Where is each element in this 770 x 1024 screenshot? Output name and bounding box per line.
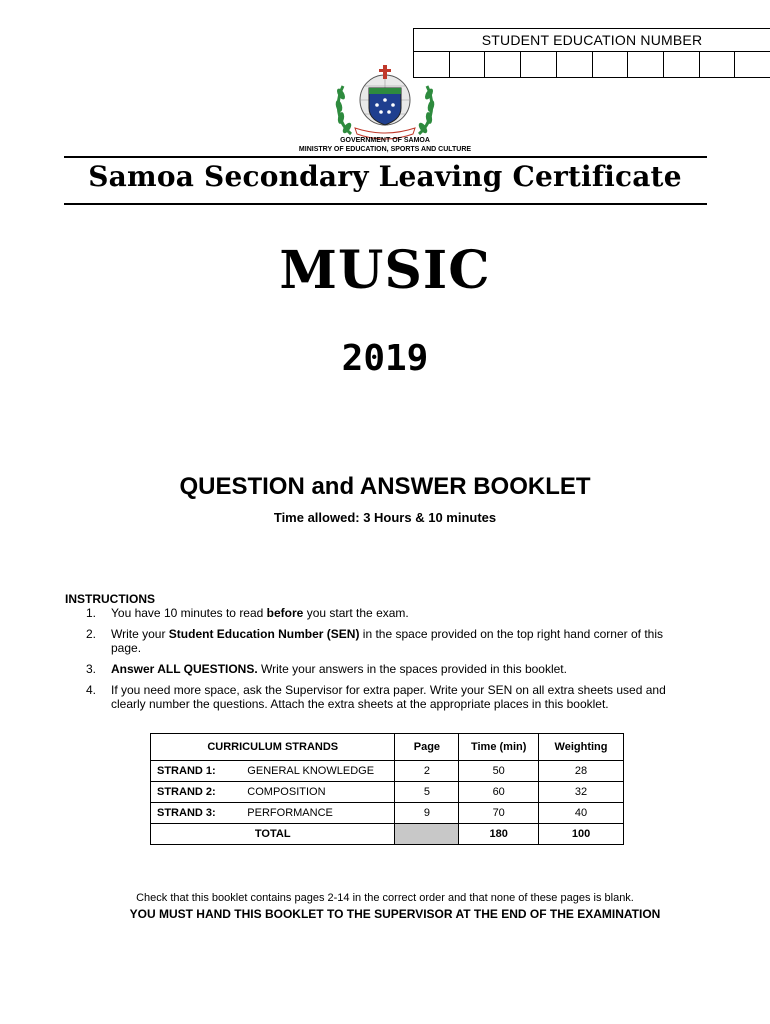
strand-number: STRAND 1: [151, 761, 242, 782]
sen-cell[interactable] [628, 52, 664, 77]
sen-cell[interactable] [450, 52, 486, 77]
instructions-heading: INSTRUCTIONS [65, 592, 155, 606]
student-education-number-box [413, 28, 770, 78]
sen-cell[interactable] [593, 52, 629, 77]
subject-title: MUSIC [279, 240, 491, 301]
total-weighting: 100 [539, 824, 624, 845]
government-label: GOVERNMENT OF SAMOA [340, 137, 430, 144]
table-total-row [151, 824, 624, 845]
curriculum-strands-table [150, 733, 624, 845]
instructions-list [86, 606, 696, 718]
ministry-label: MINISTRY OF EDUCATION, SPORTS AND CULTURE [298, 146, 472, 153]
strand-name: COMPOSITION [241, 782, 395, 803]
certificate-title: Samoa Secondary Leaving Certificate [88, 160, 682, 193]
sen-cell[interactable] [521, 52, 557, 77]
strand-page: 2 [395, 761, 459, 782]
strand-weighting: 40 [539, 803, 624, 824]
column-header: Weighting [539, 734, 624, 761]
booklet-title: QUESTION and ANSWER BOOKLET [179, 473, 591, 500]
table-row [151, 782, 624, 803]
time-allowed: Time allowed: 3 Hours & 10 minutes [273, 510, 497, 525]
instruction-item [86, 606, 696, 620]
hand-in-notice: YOU MUST HAND THIS BOOKLET TO THE SUPERVISOR AT THE END OF THE EXAMINATION [129, 907, 661, 921]
exam-year: 2019 [341, 338, 429, 379]
sen-cell[interactable] [485, 52, 521, 77]
strand-name: PERFORMANCE [241, 803, 395, 824]
table-row [151, 761, 624, 782]
column-header: Page [395, 734, 459, 761]
instruction-number: 3. [86, 662, 97, 676]
samoa-coat-of-arms-icon [331, 64, 439, 140]
sen-cell[interactable] [557, 52, 593, 77]
strand-number: STRAND 3: [151, 803, 242, 824]
column-header: CURRICULUM STRANDS [151, 734, 395, 761]
strand-weighting: 32 [539, 782, 624, 803]
strand-name: GENERAL KNOWLEDGE [241, 761, 395, 782]
strand-time: 60 [459, 782, 539, 803]
page-check-note: Check that this booklet contains pages 2-14 in the correct order and that none of these pages is blank. [136, 892, 634, 904]
strand-weighting: 28 [539, 761, 624, 782]
column-header: Time (min) [459, 734, 539, 761]
total-page [395, 824, 459, 845]
sen-cell[interactable] [700, 52, 736, 77]
total-time: 180 [459, 824, 539, 845]
instruction-item [86, 683, 696, 711]
strand-number: STRAND 2: [151, 782, 242, 803]
instruction-item [86, 662, 696, 676]
table-header-row [151, 734, 624, 761]
instruction-text: You have 10 minutes to read before you start the exam. [111, 606, 409, 620]
divider [64, 156, 707, 158]
sen-title: STUDENT EDUCATION NUMBER [414, 29, 770, 52]
table-row [151, 803, 624, 824]
strand-time: 50 [459, 761, 539, 782]
strand-page: 5 [395, 782, 459, 803]
instruction-text: Answer ALL QUESTIONS. Write your answers in the spaces provided in this booklet. [111, 662, 567, 676]
total-label: TOTAL [151, 824, 395, 845]
instruction-item [86, 627, 696, 655]
instruction-number: 2. [86, 627, 97, 641]
instruction-text: If you need more space, ask the Supervisor for extra paper. Write your SEN on all extra sheets used and clearly number the questions. Attach the extra sheets at the appropriate places in this booklet. [111, 683, 666, 711]
instruction-number: 4. [86, 683, 97, 697]
divider [64, 203, 707, 205]
strand-page: 9 [395, 803, 459, 824]
sen-cell[interactable] [664, 52, 700, 77]
sen-cells [414, 52, 770, 77]
strand-time: 70 [459, 803, 539, 824]
sen-cell[interactable] [735, 52, 770, 77]
instruction-text: Write your Student Education Number (SEN) in the space provided on the top right hand corner of this page. [111, 627, 663, 655]
instruction-number: 1. [86, 606, 97, 620]
